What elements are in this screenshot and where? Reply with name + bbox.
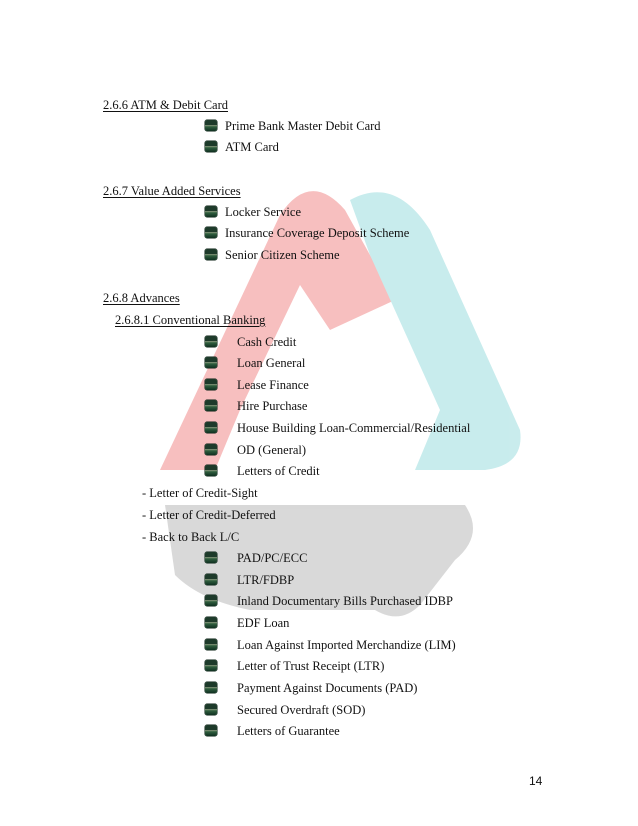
bullet-icon bbox=[205, 444, 217, 455]
bullet-icon bbox=[205, 465, 217, 476]
bullet-icon bbox=[205, 120, 217, 131]
list-item-label: House Building Loan-Commercial/Residential bbox=[237, 421, 471, 435]
list-item-label: Lease Finance bbox=[237, 378, 309, 392]
list-item-label: Insurance Coverage Deposit Scheme bbox=[225, 226, 410, 240]
bullet-icon bbox=[205, 617, 217, 628]
lc-type-item: - Letter of Credit-Sight bbox=[142, 486, 258, 500]
list-item-label: Senior Citizen Scheme bbox=[225, 248, 340, 262]
subsection-heading-conventional-banking: 2.6.8.1 Conventional Banking bbox=[115, 313, 266, 327]
list-item-label: Inland Documentary Bills Purchased IDBP bbox=[237, 594, 453, 608]
list-item-label: EDF Loan bbox=[237, 616, 290, 630]
bullet-icon bbox=[205, 249, 217, 260]
bullet-icon bbox=[205, 725, 217, 736]
bullet-icon bbox=[205, 206, 217, 217]
section-heading-advances: 2.6.8 Advances bbox=[103, 291, 180, 305]
bullet-icon bbox=[205, 660, 217, 671]
page-number: 14 bbox=[529, 774, 543, 788]
list-item-label: Payment Against Documents (PAD) bbox=[237, 681, 418, 695]
list-item-label: Loan Against Imported Merchandize (LIM) bbox=[237, 638, 456, 652]
bullet-icon bbox=[205, 400, 217, 411]
list-item-label: ATM Card bbox=[225, 140, 279, 154]
lc-type-item: - Letter of Credit-Deferred bbox=[142, 508, 276, 522]
list-item-label: PAD/PC/ECC bbox=[237, 551, 308, 565]
list-item-label: Cash Credit bbox=[237, 335, 297, 349]
bullet-icon bbox=[205, 595, 217, 606]
bullet-icon bbox=[205, 552, 217, 563]
list-item-label: OD (General) bbox=[237, 443, 307, 457]
section-heading-atm: 2.6.6 ATM & Debit Card bbox=[103, 98, 228, 112]
list-item-label: Prime Bank Master Debit Card bbox=[225, 119, 381, 133]
list-item-label: Secured Overdraft (SOD) bbox=[237, 703, 366, 717]
list-item-label: LTR/FDBP bbox=[237, 573, 295, 587]
list-item-label: Letters of Guarantee bbox=[237, 724, 340, 738]
list-item-label: Letter of Trust Receipt (LTR) bbox=[237, 659, 385, 673]
bullet-icon bbox=[205, 379, 217, 390]
list-item-label: Hire Purchase bbox=[237, 399, 308, 413]
bullet-icon bbox=[205, 574, 217, 585]
section-heading-value-added: 2.6.7 Value Added Services bbox=[103, 184, 241, 198]
bullet-icon bbox=[205, 357, 217, 368]
bullet-icon bbox=[205, 141, 217, 152]
lc-type-item: - Back to Back L/C bbox=[142, 530, 240, 544]
bullet-icon bbox=[205, 422, 217, 433]
bullet-icon bbox=[205, 639, 217, 650]
bullet-icon bbox=[205, 227, 217, 238]
list-item-label: Locker Service bbox=[225, 205, 302, 219]
bullet-icon bbox=[205, 682, 217, 693]
bullet-icon bbox=[205, 704, 217, 715]
list-item-label: Letters of Credit bbox=[237, 464, 320, 478]
list-item-label: Loan General bbox=[237, 356, 306, 370]
bullet-icon bbox=[205, 336, 217, 347]
